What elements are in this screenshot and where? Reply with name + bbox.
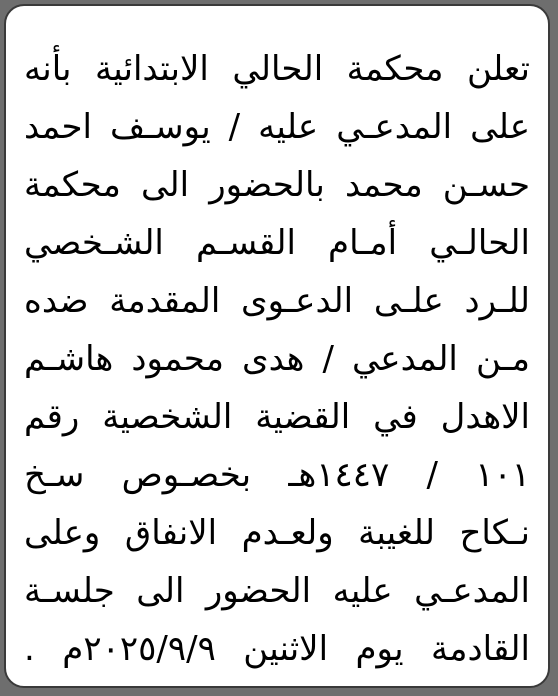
notice-line-5: للـرد علـى الدعـوى المقدمة ضده — [24, 281, 530, 321]
notice-line-8: ١٠١ / ١٤٤٧هـ بخصـوص سـخ — [24, 455, 530, 495]
notice-line-9: نـكاح للغيبة ولعـدم الانفاق وعلى — [24, 513, 530, 553]
notice-line-11: القادمة يوم الاثنين ٢٠٢٥/٩/٩م . — [24, 629, 530, 669]
notice-frame — [4, 4, 550, 688]
notice-line-7: الاهدل في القضية الشخصية رقم — [24, 397, 530, 437]
notice-text — [24, 40, 530, 678]
notice-line-10: المدعـي عليه الحضور الى جلسـة — [24, 571, 530, 611]
notice-line-3: حسـن محمد بالحضور الى محكمة — [24, 165, 530, 205]
notice-line-4: الحالـي أمـام القسـم الشـخصي — [24, 223, 530, 263]
notice-line-1: تعلن محكمة الحالي الابتدائية بأنه — [24, 49, 530, 89]
notice-line-2: على المدعـي عليه / يوسـف احمد — [24, 107, 530, 147]
notice-line-6: مـن المدعي / هدى محمود هاشـم — [24, 339, 530, 379]
